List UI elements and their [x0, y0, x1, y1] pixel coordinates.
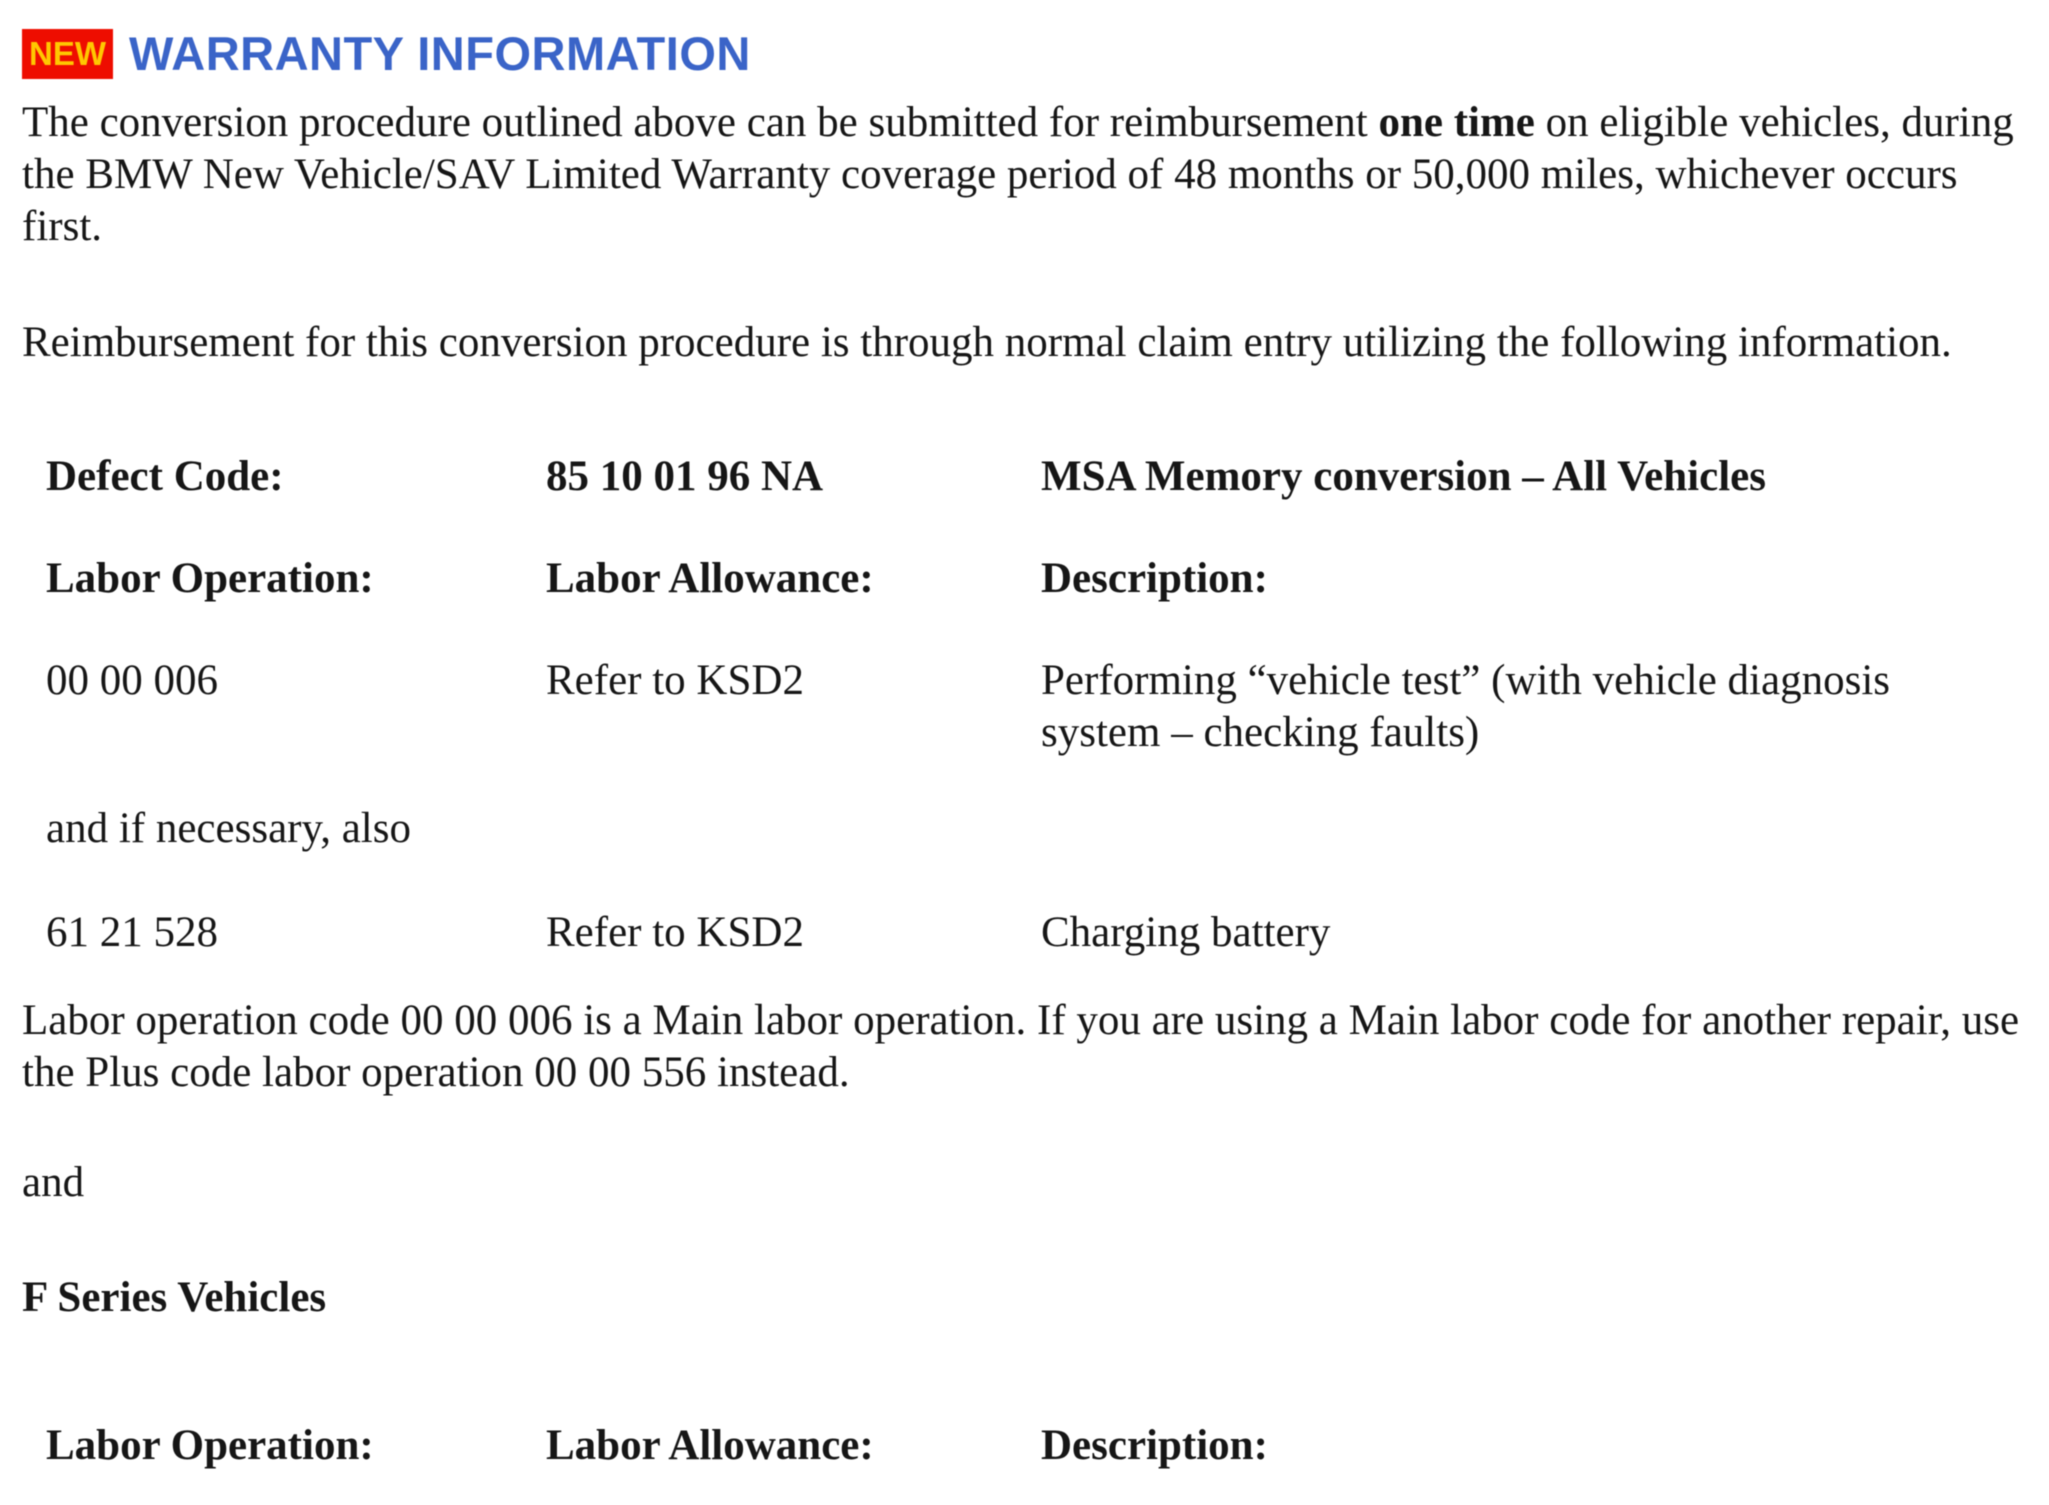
f-series-table — [46, 1420, 2035, 1472]
intro-text-start: The conversion procedure outlined above can be submitted for reimbursement — [22, 99, 1379, 146]
table-row — [46, 907, 2035, 959]
if-necessary-note: and if necessary, also — [46, 805, 411, 852]
reimbursement-paragraph: Reimbursement for this conversion procedure is through normal claim entry utilizing the following information. — [22, 319, 1952, 366]
column-header-description: Description: — [1041, 1422, 1268, 1469]
defect-code-row — [46, 451, 2035, 503]
and-connector: and — [22, 1159, 85, 1206]
column-header-labor-allowance: Labor Allowance: — [546, 555, 874, 602]
labor-allowance-value: Refer to KSD2 — [546, 909, 804, 956]
intro-paragraph — [22, 97, 2032, 253]
table-row — [46, 655, 2035, 759]
page-title: WARRANTY INFORMATION — [129, 27, 751, 80]
description-value: Performing “vehicle test” (with vehicle diagnosis system – checking faults) — [1041, 657, 1890, 756]
defect-code-description: MSA Memory conversion – All Vehicles — [1041, 453, 1766, 500]
column-header-labor-operation: Labor Operation: — [46, 1422, 374, 1469]
labor-operation-value: 61 21 528 — [46, 909, 218, 956]
defect-code-value: 85 10 01 96 NA — [546, 453, 824, 500]
new-badge: NEW — [22, 29, 113, 79]
labor-operation-value: 00 00 006 — [46, 657, 218, 704]
f-series-header-row — [46, 1420, 2035, 1472]
description-value: Charging battery — [1041, 909, 1331, 956]
f-series-heading: F Series Vehicles — [22, 1274, 327, 1321]
one-time-emphasis: one time — [1378, 99, 1535, 146]
column-header-labor-operation: Labor Operation: — [46, 555, 374, 602]
labor-allowance-value: Refer to KSD2 — [546, 657, 804, 704]
claim-table-header-row — [46, 553, 2035, 605]
column-header-labor-allowance: Labor Allowance: — [546, 1422, 874, 1469]
column-header-description: Description: — [1041, 555, 1268, 602]
claim-entry-table — [46, 451, 2035, 959]
section-header — [22, 26, 2035, 81]
intro-text-end: on eligible vehicles, during the BMW New Vehicle/SAV Limited Warranty coverage period of 48 months or 50,000 miles, whichever occurs first. — [22, 99, 2014, 250]
defect-code-label: Defect Code: — [46, 453, 284, 500]
main-labor-code-paragraph: Labor operation code 00 00 006 is a Main labor operation. If you are using a Main labor code for another repair, use the Plus code labor operation 00 00 556 instead. — [22, 997, 2020, 1096]
